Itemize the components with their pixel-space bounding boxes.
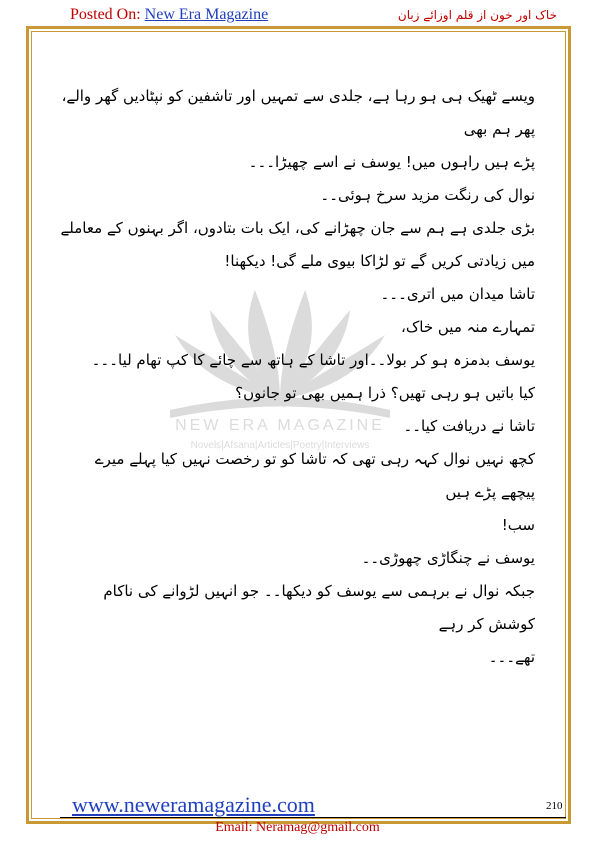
- story-line: سب!: [501, 516, 535, 534]
- posted-on-label: Posted On:: [70, 6, 145, 23]
- story-line: ویسے ٹھیک ہی ہو رہا ہے، جلدی سے تمہیں اور تاشفین کو نپٹادیں گھر والے، پھر ہم بھی: [61, 87, 535, 138]
- footer-divider: [60, 817, 566, 818]
- story-line: تاشا نے دریافت کیا۔۔: [403, 417, 535, 435]
- story-line: میں زیادتی کریں گے تو لڑاکا بیوی ملے گی! دیکھنا!: [224, 252, 535, 270]
- story-line: نوال کی رنگت مزید سرخ ہوئی۔۔: [320, 186, 535, 204]
- magazine-link[interactable]: New Era Magazine: [144, 6, 269, 23]
- story-line: پڑے ہیں راہوں میں! یوسف نے اسے چھیڑا۔۔۔: [248, 153, 535, 171]
- website-link[interactable]: www.neweramagazine.com: [72, 792, 315, 817]
- novel-title: خاک اور خون از قلم اوزائے زبان: [397, 8, 557, 22]
- story-line: تھے۔۔۔: [488, 648, 535, 666]
- story-line: یوسف نے چنگاڑی چھوڑی۔۔: [361, 549, 535, 567]
- story-line: بڑی جلدی ہے ہم سے جان چھڑانے کی، ایک بات بتادوں، اگر بہنوں کے معاملے: [60, 219, 535, 237]
- posted-on-header: [70, 6, 268, 24]
- story-line: کچھ نہیں نوال کہہ رہی تھی کہ تاشا کو تو رخصت نہیں کیا پہلے میرے پیچھے پڑے ہیں: [94, 450, 535, 501]
- watermark-brand: NEW ERA MAGAZINE: [175, 417, 385, 434]
- page-number: 210: [546, 800, 563, 812]
- story-line: یوسف بدمزہ ہو کر بولا۔۔اور تاشا کے ہاتھ سے چائے کا کپ تھام لیا۔۔۔: [91, 351, 535, 369]
- footer-email: Email: Neramag@gmail.com: [215, 820, 380, 835]
- story-text: [60, 80, 535, 674]
- story-line: کیا باتیں ہو رہی تھیں؟ ذرا ہمیں بھی تو جانوں؟: [235, 384, 535, 402]
- story-line: تاشا میدان میں اتری۔۔۔: [380, 285, 535, 303]
- story-line: تمہارے منہ میں خاک،: [401, 318, 535, 336]
- story-line: جبکہ نوال نے برہمی سے یوسف کو دیکھا۔۔ جو انہیں لڑوانے کی ناکام کوشش کر رہے: [103, 582, 535, 633]
- watermark-tagline: Novels|Afsana|Articles|Poetry|Interviews: [190, 440, 370, 451]
